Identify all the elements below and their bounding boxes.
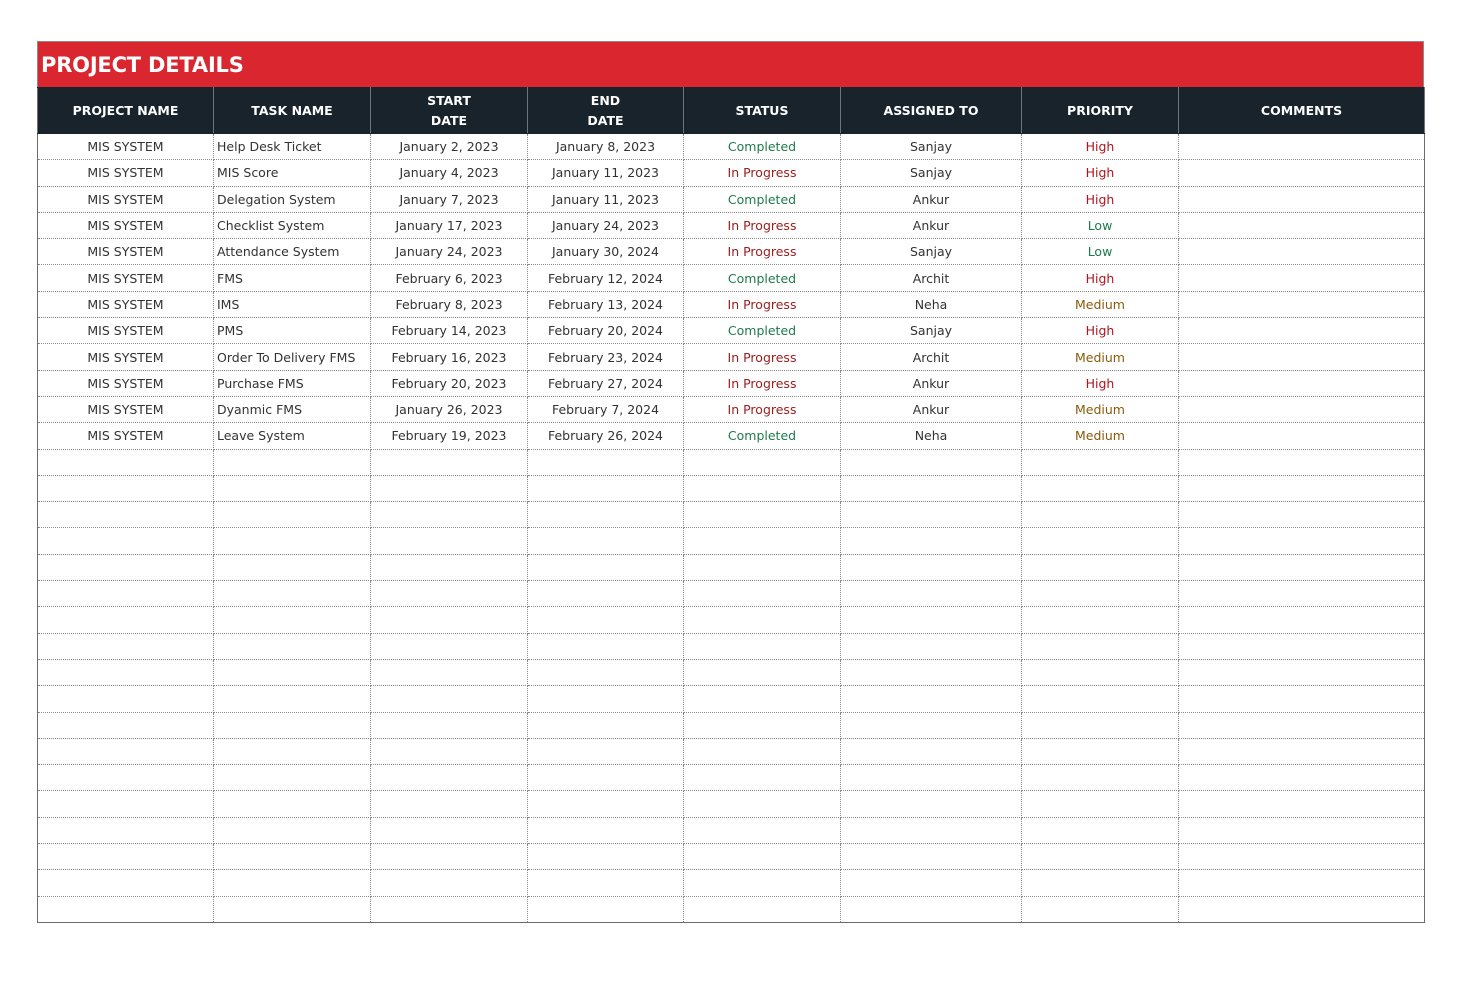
cell-task-name[interactable]: Attendance System bbox=[214, 239, 371, 265]
cell-status[interactable]: In Progress bbox=[684, 370, 841, 396]
empty-cell-assigned-to[interactable] bbox=[841, 791, 1022, 817]
cell-comments[interactable] bbox=[1179, 160, 1425, 186]
empty-cell-start-date[interactable] bbox=[371, 449, 528, 475]
header-start-line2: DATE bbox=[430, 112, 468, 128]
empty-cell-end-date[interactable] bbox=[528, 686, 684, 712]
header-task-name[interactable]: TASK NAME bbox=[214, 88, 371, 134]
cell-assigned-to[interactable]: Neha bbox=[841, 423, 1022, 449]
empty-cell-assigned-to[interactable] bbox=[841, 502, 1022, 528]
cell-assigned-to[interactable]: Neha bbox=[841, 291, 1022, 317]
empty-cell-status[interactable] bbox=[684, 844, 841, 870]
cell-comments[interactable] bbox=[1179, 318, 1425, 344]
cell-start-date[interactable]: February 19, 2023 bbox=[371, 423, 528, 449]
empty-cell-comments[interactable] bbox=[1179, 528, 1425, 554]
empty-cell-start-date[interactable] bbox=[371, 791, 528, 817]
cell-end-date[interactable]: February 12, 2024 bbox=[528, 265, 684, 291]
empty-table-row bbox=[38, 633, 1425, 659]
header-status[interactable]: STATUS bbox=[684, 88, 841, 134]
table-row bbox=[38, 291, 1425, 317]
empty-cell-task-name[interactable] bbox=[214, 581, 371, 607]
cell-task-name[interactable]: PMS bbox=[214, 318, 371, 344]
empty-cell-start-date[interactable] bbox=[371, 844, 528, 870]
empty-cell-project-name[interactable] bbox=[38, 844, 214, 870]
empty-cell-end-date[interactable] bbox=[528, 528, 684, 554]
cell-end-date[interactable]: February 7, 2024 bbox=[528, 396, 684, 422]
empty-cell-assigned-to[interactable] bbox=[841, 712, 1022, 738]
cell-status[interactable]: In Progress bbox=[684, 291, 841, 317]
cell-comments[interactable] bbox=[1179, 212, 1425, 238]
empty-cell-comments[interactable] bbox=[1179, 449, 1425, 475]
empty-cell-assigned-to[interactable] bbox=[841, 844, 1022, 870]
empty-cell-end-date[interactable] bbox=[528, 896, 684, 922]
table-row bbox=[38, 160, 1425, 186]
cell-end-date[interactable]: January 8, 2023 bbox=[528, 134, 684, 160]
empty-cell-project-name[interactable] bbox=[38, 528, 214, 554]
table-row bbox=[38, 134, 1425, 160]
empty-cell-project-name[interactable] bbox=[38, 449, 214, 475]
empty-cell-project-name[interactable] bbox=[38, 738, 214, 764]
cell-start-date[interactable]: February 16, 2023 bbox=[371, 344, 528, 370]
cell-priority[interactable]: High bbox=[1022, 318, 1179, 344]
cell-task-name[interactable]: Order To Delivery FMS bbox=[214, 344, 371, 370]
cell-priority[interactable]: High bbox=[1022, 370, 1179, 396]
empty-cell-status[interactable] bbox=[684, 686, 841, 712]
cell-assigned-to[interactable]: Archit bbox=[841, 265, 1022, 291]
cell-priority[interactable]: Medium bbox=[1022, 396, 1179, 422]
empty-cell-project-name[interactable] bbox=[38, 607, 214, 633]
empty-cell-start-date[interactable] bbox=[371, 817, 528, 843]
empty-cell-status[interactable] bbox=[684, 449, 841, 475]
empty-cell-end-date[interactable] bbox=[528, 502, 684, 528]
cell-status[interactable]: In Progress bbox=[684, 212, 841, 238]
empty-cell-status[interactable] bbox=[684, 712, 841, 738]
empty-table-row bbox=[38, 791, 1425, 817]
empty-cell-assigned-to[interactable] bbox=[841, 738, 1022, 764]
empty-cell-end-date[interactable] bbox=[528, 659, 684, 685]
table-row bbox=[38, 212, 1425, 238]
empty-table-row bbox=[38, 475, 1425, 501]
cell-start-date[interactable]: January 26, 2023 bbox=[371, 396, 528, 422]
empty-cell-task-name[interactable] bbox=[214, 686, 371, 712]
cell-comments[interactable] bbox=[1179, 396, 1425, 422]
cell-project-name[interactable]: MIS SYSTEM bbox=[38, 134, 214, 160]
empty-cell-start-date[interactable] bbox=[371, 712, 528, 738]
cell-end-date[interactable]: February 26, 2024 bbox=[528, 423, 684, 449]
empty-cell-comments[interactable] bbox=[1179, 475, 1425, 501]
cell-status[interactable]: Completed bbox=[684, 134, 841, 160]
header-end-line1: END bbox=[590, 92, 621, 108]
empty-cell-status[interactable] bbox=[684, 528, 841, 554]
cell-end-date[interactable]: January 11, 2023 bbox=[528, 160, 684, 186]
cell-assigned-to[interactable]: Ankur bbox=[841, 370, 1022, 396]
table-row bbox=[38, 423, 1425, 449]
table-row bbox=[38, 186, 1425, 212]
empty-table-row bbox=[38, 581, 1425, 607]
cell-start-date[interactable]: January 7, 2023 bbox=[371, 186, 528, 212]
empty-cell-comments[interactable] bbox=[1179, 817, 1425, 843]
empty-cell-start-date[interactable] bbox=[371, 554, 528, 580]
cell-task-name[interactable]: FMS bbox=[214, 265, 371, 291]
empty-cell-priority[interactable] bbox=[1022, 659, 1179, 685]
project-table bbox=[37, 87, 1425, 923]
cell-end-date[interactable]: January 24, 2023 bbox=[528, 212, 684, 238]
empty-table-row bbox=[38, 528, 1425, 554]
empty-cell-assigned-to[interactable] bbox=[841, 528, 1022, 554]
empty-cell-comments[interactable] bbox=[1179, 896, 1425, 922]
cell-assigned-to[interactable]: Ankur bbox=[841, 212, 1022, 238]
cell-project-name[interactable]: MIS SYSTEM bbox=[38, 212, 214, 238]
empty-cell-assigned-to[interactable] bbox=[841, 659, 1022, 685]
empty-cell-comments[interactable] bbox=[1179, 581, 1425, 607]
cell-priority[interactable]: High bbox=[1022, 186, 1179, 212]
empty-cell-priority[interactable] bbox=[1022, 581, 1179, 607]
empty-cell-status[interactable] bbox=[684, 659, 841, 685]
empty-cell-end-date[interactable] bbox=[528, 844, 684, 870]
empty-cell-start-date[interactable] bbox=[371, 475, 528, 501]
empty-cell-project-name[interactable] bbox=[38, 475, 214, 501]
empty-cell-end-date[interactable] bbox=[528, 449, 684, 475]
header-end-date[interactable] bbox=[528, 88, 684, 134]
cell-comments[interactable] bbox=[1179, 344, 1425, 370]
cell-end-date[interactable]: February 13, 2024 bbox=[528, 291, 684, 317]
empty-cell-end-date[interactable] bbox=[528, 554, 684, 580]
cell-end-date[interactable]: January 11, 2023 bbox=[528, 186, 684, 212]
empty-cell-priority[interactable] bbox=[1022, 475, 1179, 501]
empty-cell-status[interactable] bbox=[684, 738, 841, 764]
empty-cell-start-date[interactable] bbox=[371, 528, 528, 554]
cell-priority[interactable]: High bbox=[1022, 160, 1179, 186]
table-body bbox=[38, 134, 1425, 923]
empty-cell-project-name[interactable] bbox=[38, 502, 214, 528]
empty-cell-project-name[interactable] bbox=[38, 896, 214, 922]
header-project-name[interactable]: PROJECT NAME bbox=[38, 88, 214, 134]
empty-cell-end-date[interactable] bbox=[528, 475, 684, 501]
empty-table-row bbox=[38, 896, 1425, 922]
cell-comments[interactable] bbox=[1179, 239, 1425, 265]
empty-table-row bbox=[38, 659, 1425, 685]
cell-task-name[interactable]: Dyanmic FMS bbox=[214, 396, 371, 422]
empty-cell-start-date[interactable] bbox=[371, 502, 528, 528]
cell-priority[interactable]: High bbox=[1022, 134, 1179, 160]
header-start-line1: START bbox=[427, 92, 471, 108]
empty-table-row bbox=[38, 765, 1425, 791]
empty-cell-task-name[interactable] bbox=[214, 554, 371, 580]
cell-project-name[interactable]: MIS SYSTEM bbox=[38, 239, 214, 265]
empty-cell-task-name[interactable] bbox=[214, 607, 371, 633]
cell-start-date[interactable]: January 17, 2023 bbox=[371, 212, 528, 238]
cell-start-date[interactable]: January 2, 2023 bbox=[371, 134, 528, 160]
cell-task-name[interactable]: Delegation System bbox=[214, 186, 371, 212]
cell-project-name[interactable]: MIS SYSTEM bbox=[38, 318, 214, 344]
empty-cell-priority[interactable] bbox=[1022, 712, 1179, 738]
cell-project-name[interactable]: MIS SYSTEM bbox=[38, 186, 214, 212]
cell-status[interactable]: In Progress bbox=[684, 396, 841, 422]
cell-start-date[interactable]: February 6, 2023 bbox=[371, 265, 528, 291]
empty-cell-status[interactable] bbox=[684, 870, 841, 896]
empty-cell-end-date[interactable] bbox=[528, 633, 684, 659]
cell-status[interactable]: Completed bbox=[684, 265, 841, 291]
empty-cell-project-name[interactable] bbox=[38, 554, 214, 580]
cell-comments[interactable] bbox=[1179, 291, 1425, 317]
cell-status[interactable]: In Progress bbox=[684, 344, 841, 370]
empty-cell-priority[interactable] bbox=[1022, 607, 1179, 633]
empty-cell-status[interactable] bbox=[684, 475, 841, 501]
empty-cell-status[interactable] bbox=[684, 554, 841, 580]
empty-cell-start-date[interactable] bbox=[371, 896, 528, 922]
empty-cell-status[interactable] bbox=[684, 633, 841, 659]
empty-cell-start-date[interactable] bbox=[371, 607, 528, 633]
empty-cell-end-date[interactable] bbox=[528, 738, 684, 764]
table-row bbox=[38, 318, 1425, 344]
table-row bbox=[38, 396, 1425, 422]
empty-cell-assigned-to[interactable] bbox=[841, 633, 1022, 659]
empty-cell-assigned-to[interactable] bbox=[841, 870, 1022, 896]
empty-cell-assigned-to[interactable] bbox=[841, 449, 1022, 475]
empty-cell-comments[interactable] bbox=[1179, 686, 1425, 712]
empty-cell-assigned-to[interactable] bbox=[841, 817, 1022, 843]
empty-cell-comments[interactable] bbox=[1179, 844, 1425, 870]
empty-cell-assigned-to[interactable] bbox=[841, 475, 1022, 501]
title-bar bbox=[37, 41, 1424, 87]
empty-cell-end-date[interactable] bbox=[528, 765, 684, 791]
empty-table-row bbox=[38, 554, 1425, 580]
empty-table-row bbox=[38, 712, 1425, 738]
empty-cell-task-name[interactable] bbox=[214, 896, 371, 922]
cell-project-name[interactable]: MIS SYSTEM bbox=[38, 396, 214, 422]
empty-table-row bbox=[38, 607, 1425, 633]
empty-cell-assigned-to[interactable] bbox=[841, 607, 1022, 633]
cell-assigned-to[interactable]: Sanjay bbox=[841, 134, 1022, 160]
empty-cell-priority[interactable] bbox=[1022, 686, 1179, 712]
cell-comments[interactable] bbox=[1179, 186, 1425, 212]
cell-start-date[interactable]: February 14, 2023 bbox=[371, 318, 528, 344]
empty-cell-task-name[interactable] bbox=[214, 817, 371, 843]
empty-cell-status[interactable] bbox=[684, 896, 841, 922]
cell-task-name[interactable]: Leave System bbox=[214, 423, 371, 449]
cell-status[interactable]: Completed bbox=[684, 423, 841, 449]
cell-priority[interactable]: Medium bbox=[1022, 291, 1179, 317]
empty-cell-priority[interactable] bbox=[1022, 870, 1179, 896]
table-row bbox=[38, 344, 1425, 370]
empty-cell-task-name[interactable] bbox=[214, 738, 371, 764]
empty-cell-start-date[interactable] bbox=[371, 765, 528, 791]
cell-priority[interactable]: Medium bbox=[1022, 344, 1179, 370]
empty-cell-start-date[interactable] bbox=[371, 659, 528, 685]
empty-cell-status[interactable] bbox=[684, 607, 841, 633]
empty-cell-priority[interactable] bbox=[1022, 738, 1179, 764]
empty-cell-task-name[interactable] bbox=[214, 791, 371, 817]
empty-cell-project-name[interactable] bbox=[38, 765, 214, 791]
empty-cell-comments[interactable] bbox=[1179, 502, 1425, 528]
cell-comments[interactable] bbox=[1179, 265, 1425, 291]
empty-cell-comments[interactable] bbox=[1179, 712, 1425, 738]
empty-cell-priority[interactable] bbox=[1022, 449, 1179, 475]
empty-cell-status[interactable] bbox=[684, 581, 841, 607]
empty-cell-comments[interactable] bbox=[1179, 791, 1425, 817]
empty-cell-comments[interactable] bbox=[1179, 607, 1425, 633]
empty-cell-comments[interactable] bbox=[1179, 633, 1425, 659]
empty-cell-start-date[interactable] bbox=[371, 633, 528, 659]
cell-task-name[interactable]: Purchase FMS bbox=[214, 370, 371, 396]
cell-task-name[interactable]: Help Desk Ticket bbox=[214, 134, 371, 160]
empty-cell-status[interactable] bbox=[684, 765, 841, 791]
empty-cell-priority[interactable] bbox=[1022, 817, 1179, 843]
empty-cell-task-name[interactable] bbox=[214, 765, 371, 791]
empty-cell-comments[interactable] bbox=[1179, 554, 1425, 580]
empty-table-row bbox=[38, 817, 1425, 843]
cell-comments[interactable] bbox=[1179, 134, 1425, 160]
empty-table-row bbox=[38, 686, 1425, 712]
empty-cell-status[interactable] bbox=[684, 502, 841, 528]
cell-end-date[interactable]: February 27, 2024 bbox=[528, 370, 684, 396]
empty-cell-comments[interactable] bbox=[1179, 765, 1425, 791]
cell-priority[interactable]: Medium bbox=[1022, 423, 1179, 449]
header-priority[interactable]: PRIORITY bbox=[1022, 88, 1179, 134]
cell-assigned-to[interactable]: Sanjay bbox=[841, 318, 1022, 344]
empty-cell-priority[interactable] bbox=[1022, 502, 1179, 528]
empty-cell-end-date[interactable] bbox=[528, 581, 684, 607]
empty-cell-end-date[interactable] bbox=[528, 791, 684, 817]
cell-start-date[interactable]: January 24, 2023 bbox=[371, 239, 528, 265]
empty-cell-priority[interactable] bbox=[1022, 791, 1179, 817]
empty-cell-comments[interactable] bbox=[1179, 659, 1425, 685]
empty-cell-task-name[interactable] bbox=[214, 870, 371, 896]
empty-cell-priority[interactable] bbox=[1022, 554, 1179, 580]
empty-cell-assigned-to[interactable] bbox=[841, 581, 1022, 607]
empty-cell-task-name[interactable] bbox=[214, 633, 371, 659]
empty-cell-project-name[interactable] bbox=[38, 633, 214, 659]
empty-cell-start-date[interactable] bbox=[371, 738, 528, 764]
cell-status[interactable]: In Progress bbox=[684, 160, 841, 186]
cell-task-name[interactable]: Checklist System bbox=[214, 212, 371, 238]
empty-cell-end-date[interactable] bbox=[528, 607, 684, 633]
cell-priority[interactable]: High bbox=[1022, 265, 1179, 291]
cell-assigned-to[interactable]: Ankur bbox=[841, 396, 1022, 422]
header-assigned-to[interactable]: ASSIGNED TO bbox=[841, 88, 1022, 134]
empty-cell-task-name[interactable] bbox=[214, 502, 371, 528]
project-details-sheet bbox=[37, 41, 1424, 923]
cell-project-name[interactable]: MIS SYSTEM bbox=[38, 160, 214, 186]
empty-cell-project-name[interactable] bbox=[38, 817, 214, 843]
cell-comments[interactable] bbox=[1179, 423, 1425, 449]
cell-start-date[interactable]: February 8, 2023 bbox=[371, 291, 528, 317]
cell-end-date[interactable]: February 20, 2024 bbox=[528, 318, 684, 344]
empty-cell-start-date[interactable] bbox=[371, 870, 528, 896]
empty-cell-project-name[interactable] bbox=[38, 581, 214, 607]
empty-cell-status[interactable] bbox=[684, 791, 841, 817]
cell-priority[interactable]: Low bbox=[1022, 212, 1179, 238]
empty-cell-task-name[interactable] bbox=[214, 528, 371, 554]
cell-project-name[interactable]: MIS SYSTEM bbox=[38, 291, 214, 317]
cell-comments[interactable] bbox=[1179, 370, 1425, 396]
empty-cell-project-name[interactable] bbox=[38, 712, 214, 738]
empty-cell-priority[interactable] bbox=[1022, 896, 1179, 922]
empty-cell-project-name[interactable] bbox=[38, 791, 214, 817]
empty-cell-assigned-to[interactable] bbox=[841, 896, 1022, 922]
cell-end-date[interactable]: February 23, 2024 bbox=[528, 344, 684, 370]
empty-cell-comments[interactable] bbox=[1179, 738, 1425, 764]
empty-cell-assigned-to[interactable] bbox=[841, 554, 1022, 580]
empty-cell-task-name[interactable] bbox=[214, 712, 371, 738]
cell-end-date[interactable]: January 30, 2024 bbox=[528, 239, 684, 265]
header-end-line2: DATE bbox=[587, 112, 624, 128]
cell-assigned-to[interactable]: Ankur bbox=[841, 186, 1022, 212]
header-start-date[interactable] bbox=[371, 88, 528, 134]
table-row bbox=[38, 239, 1425, 265]
empty-cell-task-name[interactable] bbox=[214, 844, 371, 870]
table-row bbox=[38, 265, 1425, 291]
empty-cell-start-date[interactable] bbox=[371, 686, 528, 712]
empty-cell-priority[interactable] bbox=[1022, 633, 1179, 659]
empty-cell-priority[interactable] bbox=[1022, 765, 1179, 791]
cell-status[interactable]: In Progress bbox=[684, 239, 841, 265]
cell-priority[interactable]: Low bbox=[1022, 239, 1179, 265]
empty-cell-assigned-to[interactable] bbox=[841, 765, 1022, 791]
cell-assigned-to[interactable]: Sanjay bbox=[841, 160, 1022, 186]
cell-status[interactable]: Completed bbox=[684, 318, 841, 344]
empty-cell-end-date[interactable] bbox=[528, 817, 684, 843]
cell-assigned-to[interactable]: Sanjay bbox=[841, 239, 1022, 265]
cell-project-name[interactable]: MIS SYSTEM bbox=[38, 344, 214, 370]
empty-cell-priority[interactable] bbox=[1022, 528, 1179, 554]
empty-cell-start-date[interactable] bbox=[371, 581, 528, 607]
cell-project-name[interactable]: MIS SYSTEM bbox=[38, 265, 214, 291]
empty-cell-end-date[interactable] bbox=[528, 712, 684, 738]
cell-assigned-to[interactable]: Archit bbox=[841, 344, 1022, 370]
header-comments[interactable]: COMMENTS bbox=[1179, 88, 1425, 134]
cell-project-name[interactable]: MIS SYSTEM bbox=[38, 370, 214, 396]
cell-task-name[interactable]: IMS bbox=[214, 291, 371, 317]
empty-cell-project-name[interactable] bbox=[38, 659, 214, 685]
empty-cell-status[interactable] bbox=[684, 817, 841, 843]
cell-status[interactable]: Completed bbox=[684, 186, 841, 212]
empty-table-row bbox=[38, 738, 1425, 764]
empty-table-row bbox=[38, 844, 1425, 870]
empty-cell-comments[interactable] bbox=[1179, 870, 1425, 896]
cell-task-name[interactable]: MIS Score bbox=[214, 160, 371, 186]
empty-cell-task-name[interactable] bbox=[214, 449, 371, 475]
empty-cell-project-name[interactable] bbox=[38, 870, 214, 896]
empty-table-row bbox=[38, 870, 1425, 896]
header-row bbox=[38, 88, 1425, 134]
cell-project-name[interactable]: MIS SYSTEM bbox=[38, 423, 214, 449]
cell-start-date[interactable]: January 4, 2023 bbox=[371, 160, 528, 186]
empty-cell-task-name[interactable] bbox=[214, 475, 371, 501]
sheet-title: PROJECT DETAILS bbox=[41, 52, 244, 77]
empty-cell-end-date[interactable] bbox=[528, 870, 684, 896]
empty-cell-assigned-to[interactable] bbox=[841, 686, 1022, 712]
empty-cell-priority[interactable] bbox=[1022, 844, 1179, 870]
empty-table-row bbox=[38, 449, 1425, 475]
cell-start-date[interactable]: February 20, 2023 bbox=[371, 370, 528, 396]
empty-table-row bbox=[38, 502, 1425, 528]
empty-cell-project-name[interactable] bbox=[38, 686, 214, 712]
table-row bbox=[38, 370, 1425, 396]
empty-cell-task-name[interactable] bbox=[214, 659, 371, 685]
